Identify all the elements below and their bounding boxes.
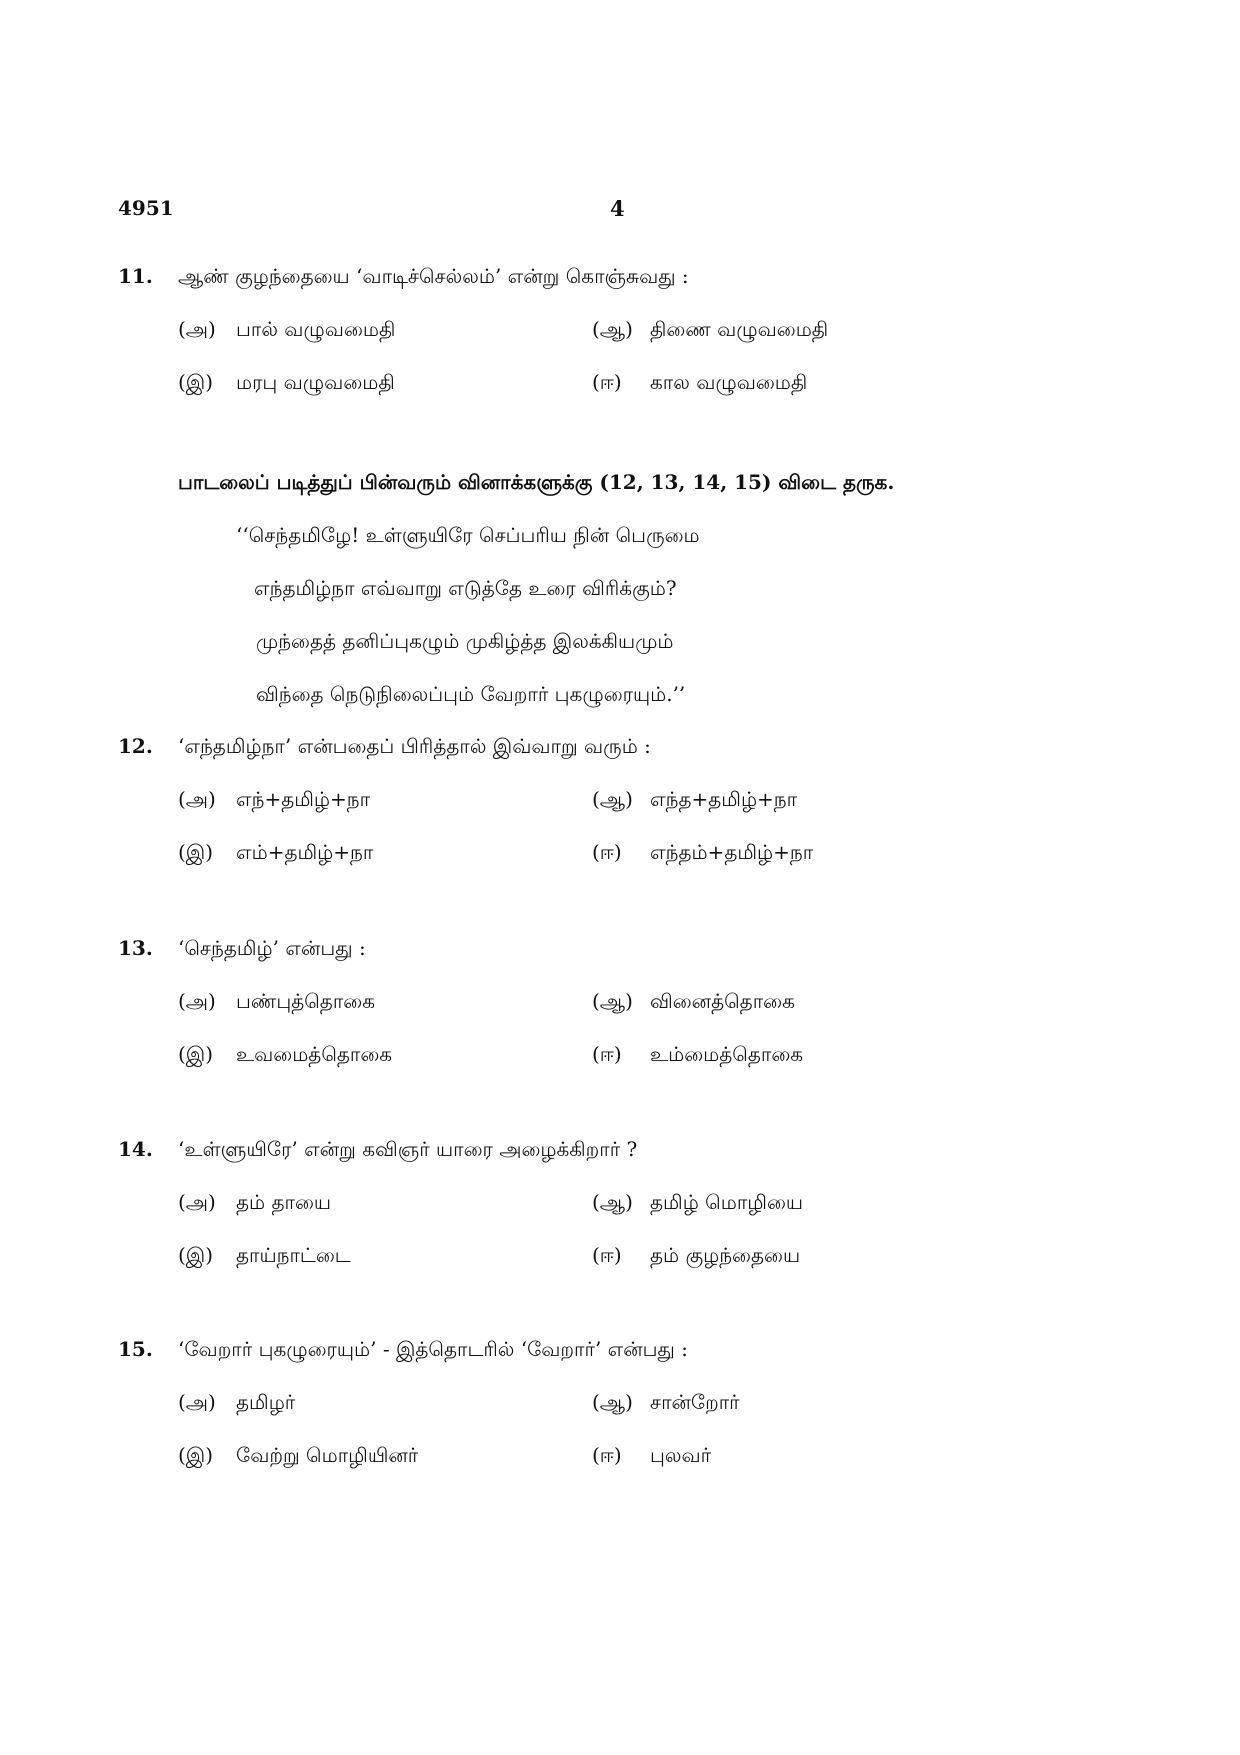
question-text: ‘எந்தமிழ்நா’ என்பதைப் பிரித்தால் இவ்வாறு வரும் : (178, 734, 651, 758)
option-c (178, 1443, 418, 1470)
option-label: (ஈ) (592, 1042, 622, 1066)
option-text: எந்த+தமிழ்+நா (650, 787, 798, 811)
option-text: வினைத்தொகை (650, 989, 795, 1013)
option-a (178, 787, 370, 814)
option-text: திணை வழுவமைதி (650, 317, 829, 341)
option-b (592, 1390, 740, 1417)
option-label: (இ) (178, 370, 214, 394)
option-b (592, 787, 797, 814)
option-label: (அ) (178, 1390, 216, 1414)
question-text: ‘உள்ளுயிரே’ என்று கவிஞர் யாரை அழைக்கிறார் ? (178, 1137, 638, 1161)
question-number: 13. (118, 936, 153, 960)
option-a (178, 1190, 331, 1217)
option-a (178, 1390, 295, 1417)
option-text: கால வழுவமைதி (650, 370, 808, 394)
option-label: (ஆ) (592, 1190, 633, 1214)
question-text: ‘செந்தமிழ்’ என்பது : (178, 936, 366, 960)
option-b (592, 1190, 803, 1217)
page-header (0, 196, 1240, 226)
option-text: சான்றோர் (650, 1390, 740, 1414)
option-label: (ஆ) (592, 1390, 633, 1414)
question-number: 15. (118, 1337, 153, 1361)
option-text: தாய்நாட்டை (236, 1243, 351, 1267)
option-label: (ஈ) (592, 840, 622, 864)
option-label: (ஆ) (592, 989, 633, 1013)
poem-line: எந்தமிழ்நா எவ்வாறு எடுத்தே உரை விரிக்கும்? (254, 576, 677, 600)
poem-line: ‘‘செந்தமிழே! உள்ளுயிரே செப்பரிய நின் பெருமை (236, 523, 700, 547)
option-label: (அ) (178, 787, 216, 811)
option-label: (இ) (178, 1443, 214, 1467)
option-label: (ஆ) (592, 787, 633, 811)
option-label: (அ) (178, 317, 216, 341)
question-text: ‘வேறார் புகழுரையும்’ - இத்தொடரில் ‘வேறார்’ என்பது : (178, 1337, 688, 1361)
question-number: 12. (118, 734, 153, 758)
poem-line: முந்தைத் தனிப்புகழும் முகிழ்த்த இலக்கியமும் (256, 629, 674, 653)
option-d (592, 370, 807, 397)
option-label: (ஆ) (592, 317, 633, 341)
option-label: (அ) (178, 989, 216, 1013)
passage-instruction: பாடலைப் படித்துப் பின்வரும் வினாக்களுக்கு (12, 13, 14, 15) விடை தருக. (178, 470, 895, 494)
option-label: (அ) (178, 1190, 216, 1214)
option-label: (ஈ) (592, 1243, 622, 1267)
option-label: (இ) (178, 840, 214, 864)
paper-code: 4951 (118, 196, 174, 220)
option-c (178, 370, 395, 397)
option-c (178, 1243, 351, 1270)
option-text: உம்மைத்தொகை (650, 1042, 804, 1066)
question-number: 14. (118, 1137, 153, 1161)
option-text: தமிழ் மொழியை (650, 1190, 804, 1214)
option-text: எந்+தமிழ்+நா (236, 787, 371, 811)
option-b (592, 989, 795, 1016)
option-text: பண்புத்தொகை (236, 989, 376, 1013)
option-c (178, 840, 373, 867)
option-text: தம் தாயை (236, 1190, 332, 1214)
option-a (178, 317, 395, 344)
option-text: தமிழர் (236, 1390, 296, 1414)
option-d (592, 840, 813, 867)
option-b (592, 317, 828, 344)
option-text: எம்+தமிழ்+நா (236, 840, 374, 864)
option-a (178, 989, 375, 1016)
option-text: உவமைத்தொகை (236, 1042, 393, 1066)
option-text: வேற்று மொழியினர் (236, 1443, 419, 1467)
option-text: மரபு வழுவமைதி (236, 370, 395, 394)
page-number: 4 (610, 196, 625, 221)
option-label: (ஈ) (592, 370, 622, 394)
option-label: (ஈ) (592, 1443, 622, 1467)
option-text: தம் குழந்தையை (650, 1243, 801, 1267)
option-d (592, 1243, 800, 1270)
option-label: (இ) (178, 1042, 214, 1066)
option-text: புலவர் (650, 1443, 712, 1467)
option-c (178, 1042, 392, 1069)
option-d (592, 1042, 803, 1069)
question-number: 11. (118, 264, 153, 288)
question-text: ஆண் குழந்தையை ‘வாடிச்செல்லம்’ என்று கொஞ்சுவது : (178, 264, 689, 288)
poem-line: விந்தை நெடுநிலைப்பும் வேறார் புகழுரையும்.’’ (256, 682, 686, 706)
option-label: (இ) (178, 1243, 214, 1267)
option-text: பால் வழுவமைதி (236, 317, 396, 341)
option-d (592, 1443, 711, 1470)
option-text: எந்தம்+தமிழ்+நா (650, 840, 814, 864)
